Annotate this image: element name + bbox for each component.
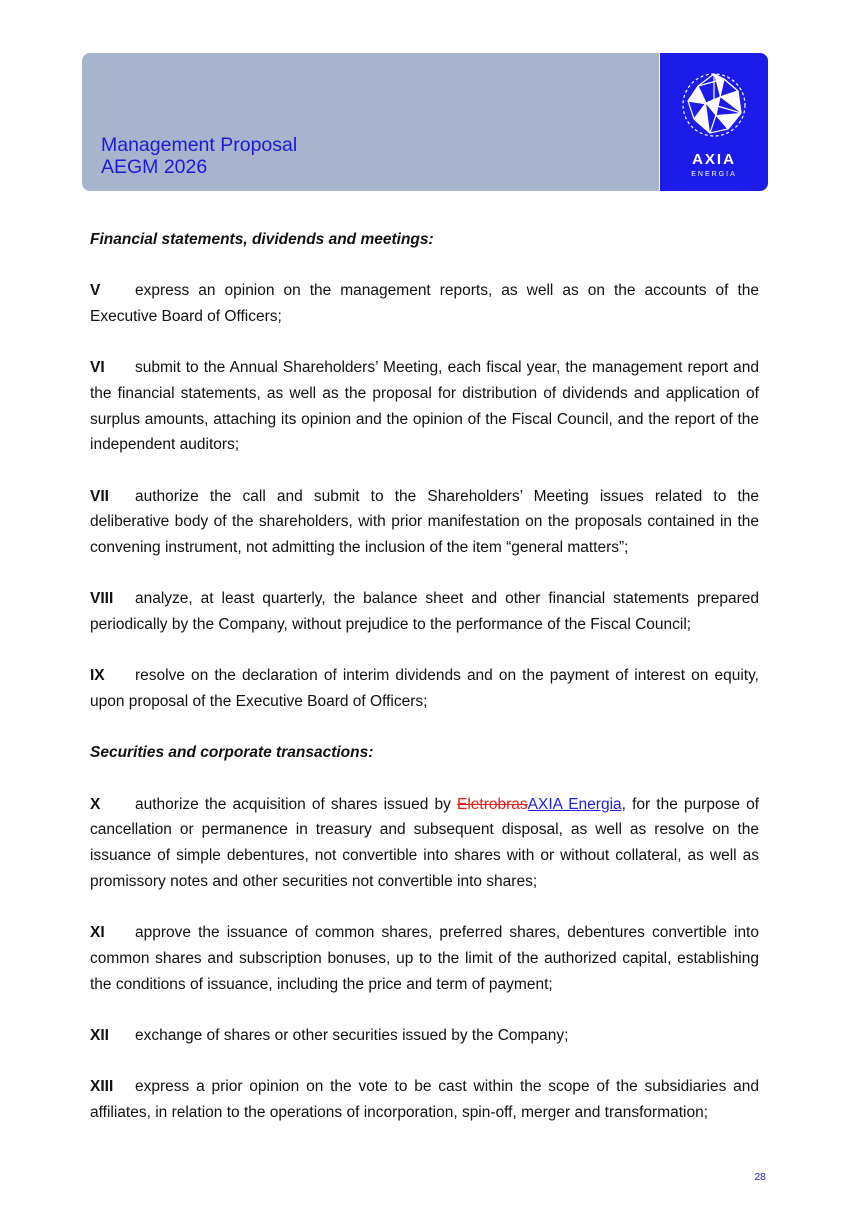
page-number: 28 [754, 1171, 766, 1183]
clause-number: XII [90, 1026, 109, 1044]
clause-text: resolve on the declaration of interim dividends and on the payment of interest on equity, upon proposal of the Executive Board of Officers; [90, 667, 759, 711]
clause-number: VII [90, 487, 109, 505]
clause-ix [90, 663, 759, 714]
clause-number: XIII [90, 1078, 114, 1096]
clause-vii [90, 484, 759, 561]
clause-number: X [90, 795, 101, 813]
clause-text: exchange of shares or other securities issued by the Company; [135, 1026, 569, 1044]
clause-text: authorize the acquisition of shares issued by [135, 795, 457, 813]
clause-xi [90, 920, 759, 997]
document-body [90, 227, 759, 1151]
clause-xiii [90, 1074, 759, 1125]
globe-logo-icon [680, 71, 748, 139]
clause-x [90, 792, 759, 895]
clause-text: express a prior opinion on the vote to be cast within the scope of the subsidiaries and affiliates, in relation to the operations of incorporation, spin-off, merger and transformation; [90, 1078, 759, 1121]
axia-energia-logo [660, 53, 768, 191]
logo-wordmark: AXIA [692, 151, 736, 168]
section-heading-securities: Securities and corporate transactions: [90, 744, 374, 762]
header-band [82, 53, 659, 191]
section-heading-financial: Financial statements, dividends and meetings: [90, 231, 434, 248]
clause-number: VI [90, 359, 105, 377]
clause-text-continued: , for the purpose of cancellation or permanence in treasury and subsequent disposal, as well as resolve on the issuance of simple debentures, not convertible into shares with or without collateral, as well as promissory notes and other securities not convertible into shares; [90, 795, 759, 890]
clause-text: analyze, at least quarterly, the balance sheet and other financial statements prepared periodically by the Company, without prejudice to the performance of the Fiscal Council; [90, 590, 759, 634]
clause-viii [90, 586, 759, 637]
clause-number: VIII [90, 590, 114, 608]
clause-text: express an opinion on the management reports, as well as on the accounts of the Executive Board of Officers; [90, 282, 759, 325]
clause-vi [90, 355, 759, 458]
clause-number: XI [90, 924, 105, 942]
tracked-deletion: Eletrobras [456, 795, 528, 813]
clause-text: approve the issuance of common shares, preferred shares, debentures convertible into common shares and subscription bonuses, up to the limit of the authorized capital, establishing the conditions of issuance, including the price and term of payment; [90, 924, 759, 993]
tracked-insertion: AXIA Energia [527, 795, 622, 813]
document-title [101, 134, 297, 178]
document-title-line-2: AEGM 2026 [101, 156, 208, 178]
clause-text: submit to the Annual Shareholders’ Meeting, each fiscal year, the management report and the financial statements, as well as the proposal for distribution of dividends and application of surplus amounts, attaching its opinion and the opinion of the Fiscal Council, and the report of the independent auditors; [90, 359, 759, 454]
clause-number: IX [90, 667, 105, 685]
clause-v [90, 278, 759, 329]
logo-subtitle: ENERGIA [691, 171, 737, 178]
document-title-line-1: Management Proposal [101, 134, 298, 156]
clause-text: authorize the call and submit to the Shareholders’ Meeting issues related to the deliberative body of the shareholders, with prior manifestation on the proposals contained in the convening instrument, not admitting the inclusion of the item “general matters”; [90, 487, 759, 557]
clause-xii [90, 1023, 759, 1049]
clause-number: V [90, 282, 101, 300]
